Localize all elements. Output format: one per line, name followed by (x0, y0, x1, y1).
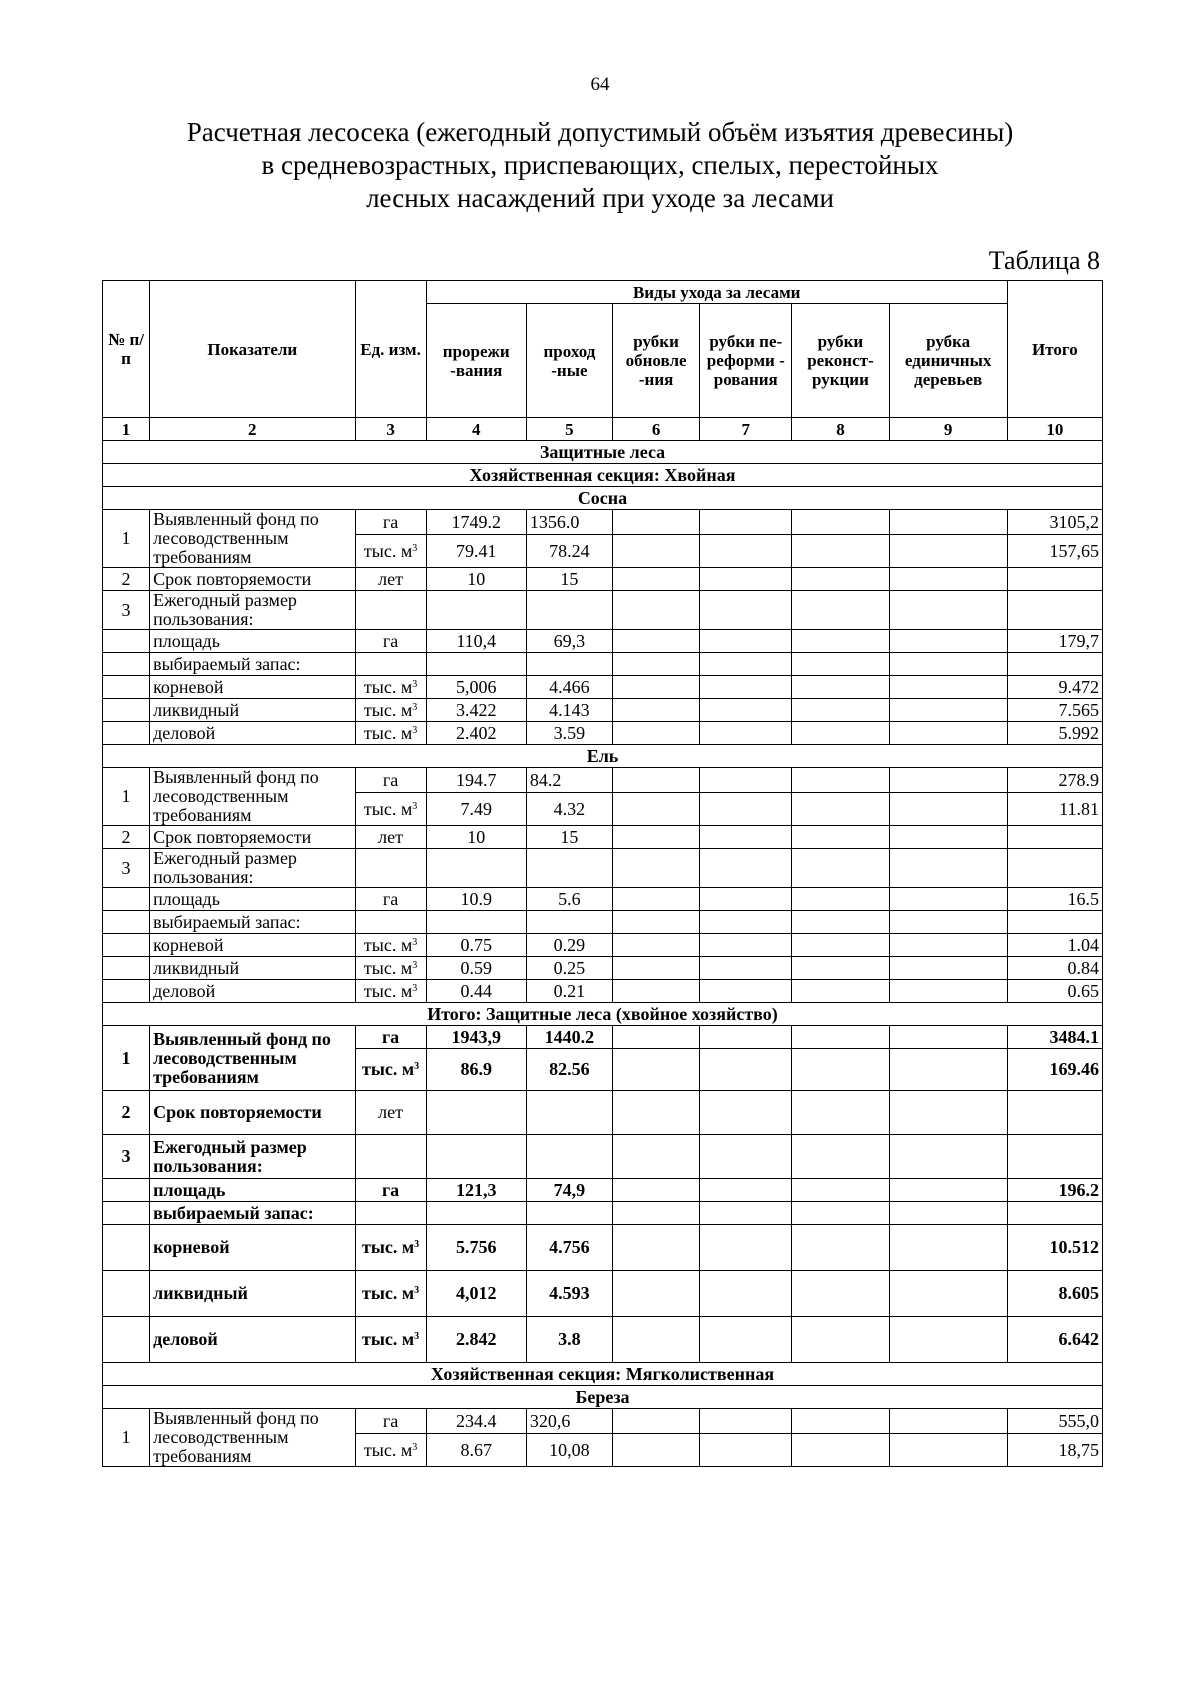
indicator-fund: Выявленный фонд по лесоводственным требованиям (150, 768, 355, 826)
section-spruce: Ель (103, 745, 1103, 768)
total-cell: 7.565 (1007, 699, 1102, 722)
col-number: 4 (426, 418, 526, 441)
section-pine: Сосна (103, 487, 1103, 510)
row-number: 2 (103, 1091, 150, 1135)
indicator-annual: Ежегодный размер пользования: (150, 591, 355, 630)
unit-cell: га (355, 1409, 426, 1434)
table-row (103, 1202, 1103, 1225)
unit-cell: тыс. $м^3$ (355, 957, 426, 980)
header-reformation: рубки пе- реформи - рования (700, 304, 792, 418)
value-cell: 1440.2 (526, 1026, 612, 1049)
unit-cell: тыс. $м^3$ (355, 980, 426, 1003)
value-cell: 1356.0 (526, 510, 612, 535)
row-number: 3 (103, 849, 150, 888)
value-cell: 3.59 (526, 722, 612, 745)
row-number: 1 (103, 510, 150, 568)
value-cell: 86.9 (426, 1049, 526, 1091)
value-cell: 0.25 (526, 957, 612, 980)
title-line-3: лесных насаждений при уходе за лесами (366, 183, 834, 213)
value-cell: 5.6 (526, 888, 612, 911)
table-row (103, 980, 1103, 1003)
indicator-business: деловой (150, 722, 355, 745)
unit-cell: га (355, 888, 426, 911)
indicator-business: деловой (150, 980, 355, 1003)
total-cell: 3484.1 (1007, 1026, 1102, 1049)
total-cell: 169.46 (1007, 1049, 1102, 1091)
value-cell: 84.2 (526, 768, 612, 793)
table-row (103, 1225, 1103, 1271)
table-row (103, 699, 1103, 722)
value-cell: 8.67 (426, 1434, 526, 1467)
value-cell: 1943,9 (426, 1026, 526, 1049)
total-cell: 1.04 (1007, 934, 1102, 957)
title-line-2: в средневозрастных, приспевающих, спелых, перестойных (261, 150, 939, 180)
section-total-protective: Итого: Защитные леса (хвойное хозяйство) (103, 1003, 1103, 1026)
unit-cell: тыс. $м^3$ (355, 1317, 426, 1363)
indicator-liquid: ликвидный (150, 1271, 355, 1317)
row-number: 1 (103, 1026, 150, 1091)
value-cell: 3.422 (426, 699, 526, 722)
indicator-period: Срок повторяемости (150, 826, 355, 849)
table-row (103, 591, 1103, 630)
indicator-root: корневой (150, 676, 355, 699)
value-cell: 194.7 (426, 768, 526, 793)
total-cell: 196.2 (1007, 1179, 1102, 1202)
value-cell: 1749.2 (426, 510, 526, 535)
table-row (103, 768, 1103, 793)
table-row (103, 826, 1103, 849)
table-row (103, 957, 1103, 980)
row-number: 2 (103, 826, 150, 849)
total-cell: 0.65 (1007, 980, 1102, 1003)
col-number: 2 (150, 418, 355, 441)
header-unit: Ед. изм. (355, 281, 426, 418)
unit-cell: лет (355, 826, 426, 849)
row-number: 3 (103, 591, 150, 630)
value-cell: 2.842 (426, 1317, 526, 1363)
value-cell: 69,3 (526, 630, 612, 653)
value-cell: 4.756 (526, 1225, 612, 1271)
total-cell: 11.81 (1007, 793, 1102, 826)
page-number: 64 (590, 74, 610, 95)
col-number: 3 (355, 418, 426, 441)
unit-cell: га (355, 1026, 426, 1049)
value-cell: 110,4 (426, 630, 526, 653)
section-softwood: Хозяйственная секция: Мягколиственная (103, 1363, 1103, 1386)
indicator-root: корневой (150, 1225, 355, 1271)
unit-cell: тыс. $м^3$ (355, 1434, 426, 1467)
indicator-area: площадь (150, 888, 355, 911)
value-cell: 234.4 (426, 1409, 526, 1434)
table-row (103, 653, 1103, 676)
total-cell: 6.642 (1007, 1317, 1102, 1363)
unit-cell: тыс. $м^3$ (355, 934, 426, 957)
section-protective-forests: Защитные леса (103, 441, 1103, 464)
row-number: 1 (103, 1409, 150, 1467)
col-number: 7 (700, 418, 792, 441)
col-number: 10 (1007, 418, 1102, 441)
value-cell: 2.402 (426, 722, 526, 745)
title-line-1: Расчетная лесосека (ежегодный допустимый объём изъятия древесины) (186, 117, 1014, 147)
indicator-liquid: ликвидный (150, 957, 355, 980)
indicator-period: Срок повторяемости (150, 1091, 355, 1135)
table-row (103, 1026, 1103, 1049)
table-row (103, 722, 1103, 745)
table-row (103, 1317, 1103, 1363)
indicator-liquid: ликвидный (150, 699, 355, 722)
table-row (103, 1179, 1103, 1202)
harvest-table (102, 280, 1103, 1467)
total-cell: 179,7 (1007, 630, 1102, 653)
unit-cell: га (355, 1179, 426, 1202)
value-cell: 0.44 (426, 980, 526, 1003)
value-cell: 79.41 (426, 535, 526, 568)
unit-cell: тыс. $м^3$ (355, 1049, 426, 1091)
indicator-fund: Выявленный фонд по лесоводственным требованиям (150, 1409, 355, 1467)
row-number: 1 (103, 768, 150, 826)
value-cell: 0.75 (426, 934, 526, 957)
row-number: 3 (103, 1135, 150, 1179)
indicator-fund: Выявленный фонд по лесоводственным требованиям (150, 1026, 355, 1091)
section-row (103, 464, 1103, 487)
table-row (103, 630, 1103, 653)
unit-cell: лет (355, 568, 426, 591)
indicator-area: площадь (150, 630, 355, 653)
unit-cell: га (355, 510, 426, 535)
unit-cell: тыс. $м^3$ (355, 793, 426, 826)
value-cell: 82.56 (526, 1049, 612, 1091)
value-cell: 4.32 (526, 793, 612, 826)
table-row (103, 1135, 1103, 1179)
value-cell: 0.59 (426, 957, 526, 980)
value-cell: 15 (526, 826, 612, 849)
value-cell: 5.756 (426, 1225, 526, 1271)
header-num: № п/п (103, 281, 150, 418)
total-cell: 0.84 (1007, 957, 1102, 980)
total-cell: 278.9 (1007, 768, 1102, 793)
value-cell: 121,3 (426, 1179, 526, 1202)
section-row (103, 1003, 1103, 1026)
unit-cell: тыс. $м^3$ (355, 1225, 426, 1271)
total-cell: 3105,2 (1007, 510, 1102, 535)
total-cell: 5.992 (1007, 722, 1102, 745)
value-cell: 3.8 (526, 1317, 612, 1363)
row-number: 2 (103, 568, 150, 591)
value-cell: 10 (426, 568, 526, 591)
value-cell: 10 (426, 826, 526, 849)
unit-cell: тыс. $м^3$ (355, 1271, 426, 1317)
indicator-root: корневой (150, 934, 355, 957)
col-number: 1 (103, 418, 150, 441)
total-cell: 555,0 (1007, 1409, 1102, 1434)
value-cell: 10,08 (526, 1434, 612, 1467)
value-cell: 4,012 (426, 1271, 526, 1317)
section-row (103, 1386, 1103, 1409)
header-single-trees: рубка единичных деревьев (889, 304, 1007, 418)
section-row (103, 441, 1103, 464)
header-group: Виды ухода за лесами (426, 281, 1007, 304)
value-cell: 4.593 (526, 1271, 612, 1317)
col-number: 8 (792, 418, 889, 441)
value-cell: 78.24 (526, 535, 612, 568)
header-renewal: рубки обновле -ния (613, 304, 700, 418)
total-cell: 157,65 (1007, 535, 1102, 568)
unit-cell: тыс. $м^3$ (355, 722, 426, 745)
unit-cell: га (355, 768, 426, 793)
header-passing: проход -ные (526, 304, 612, 418)
table-row (103, 1271, 1103, 1317)
table-row (103, 934, 1103, 957)
section-coniferous: Хозяйственная секция: Хвойная (103, 464, 1103, 487)
table-label: Таблица 8 (988, 246, 1100, 275)
header-row-1 (103, 281, 1103, 304)
header-total: Итого (1007, 281, 1102, 418)
indicator-stock: выбираемый запас: (150, 911, 355, 934)
unit-cell: га (355, 630, 426, 653)
total-cell: 9.472 (1007, 676, 1102, 699)
section-row (103, 487, 1103, 510)
table-row (103, 888, 1103, 911)
unit-cell: лет (355, 1091, 426, 1135)
indicator-stock: выбираемый запас: (150, 653, 355, 676)
table-row (103, 568, 1103, 591)
indicator-annual: Ежегодный размер пользования: (150, 849, 355, 888)
value-cell: 4.466 (526, 676, 612, 699)
unit-cell: тыс. $м^3$ (355, 676, 426, 699)
unit-cell: тыс. $м^3$ (355, 699, 426, 722)
value-cell: 74,9 (526, 1179, 612, 1202)
section-row (103, 745, 1103, 768)
table-row (103, 849, 1103, 888)
value-cell: 0.21 (526, 980, 612, 1003)
value-cell: 15 (526, 568, 612, 591)
value-cell: 0.29 (526, 934, 612, 957)
table-row (103, 911, 1103, 934)
table-row (103, 1091, 1103, 1135)
total-cell: 10.512 (1007, 1225, 1102, 1271)
indicator-business: деловой (150, 1317, 355, 1363)
indicator-area: площадь (150, 1179, 355, 1202)
header-reconstruction: рубки реконст- рукции (792, 304, 889, 418)
header-numbers-row (103, 418, 1103, 441)
table-row (103, 1409, 1103, 1434)
document-title (0, 116, 1200, 215)
value-cell: 7.49 (426, 793, 526, 826)
value-cell: 4.143 (526, 699, 612, 722)
header-thinning: прорежи -вания (426, 304, 526, 418)
table-row (103, 676, 1103, 699)
total-cell: 16.5 (1007, 888, 1102, 911)
value-cell: 10.9 (426, 888, 526, 911)
indicator-annual: Ежегодный размер пользования: (150, 1135, 355, 1179)
header-indicator: Показатели (150, 281, 355, 418)
indicator-fund: Выявленный фонд по лесоводственным требованиям (150, 510, 355, 568)
col-number: 5 (526, 418, 612, 441)
indicator-period: Срок повторяемости (150, 568, 355, 591)
col-number: 6 (613, 418, 700, 441)
value-cell: 320,6 (526, 1409, 612, 1434)
section-row (103, 1363, 1103, 1386)
total-cell: 18,75 (1007, 1434, 1102, 1467)
unit-cell: тыс. $м^3$ (355, 535, 426, 568)
col-number: 9 (889, 418, 1007, 441)
section-birch: Береза (103, 1386, 1103, 1409)
total-cell: 8.605 (1007, 1271, 1102, 1317)
indicator-stock: выбираемый запас: (150, 1202, 355, 1225)
value-cell: 5,006 (426, 676, 526, 699)
table-row (103, 510, 1103, 535)
